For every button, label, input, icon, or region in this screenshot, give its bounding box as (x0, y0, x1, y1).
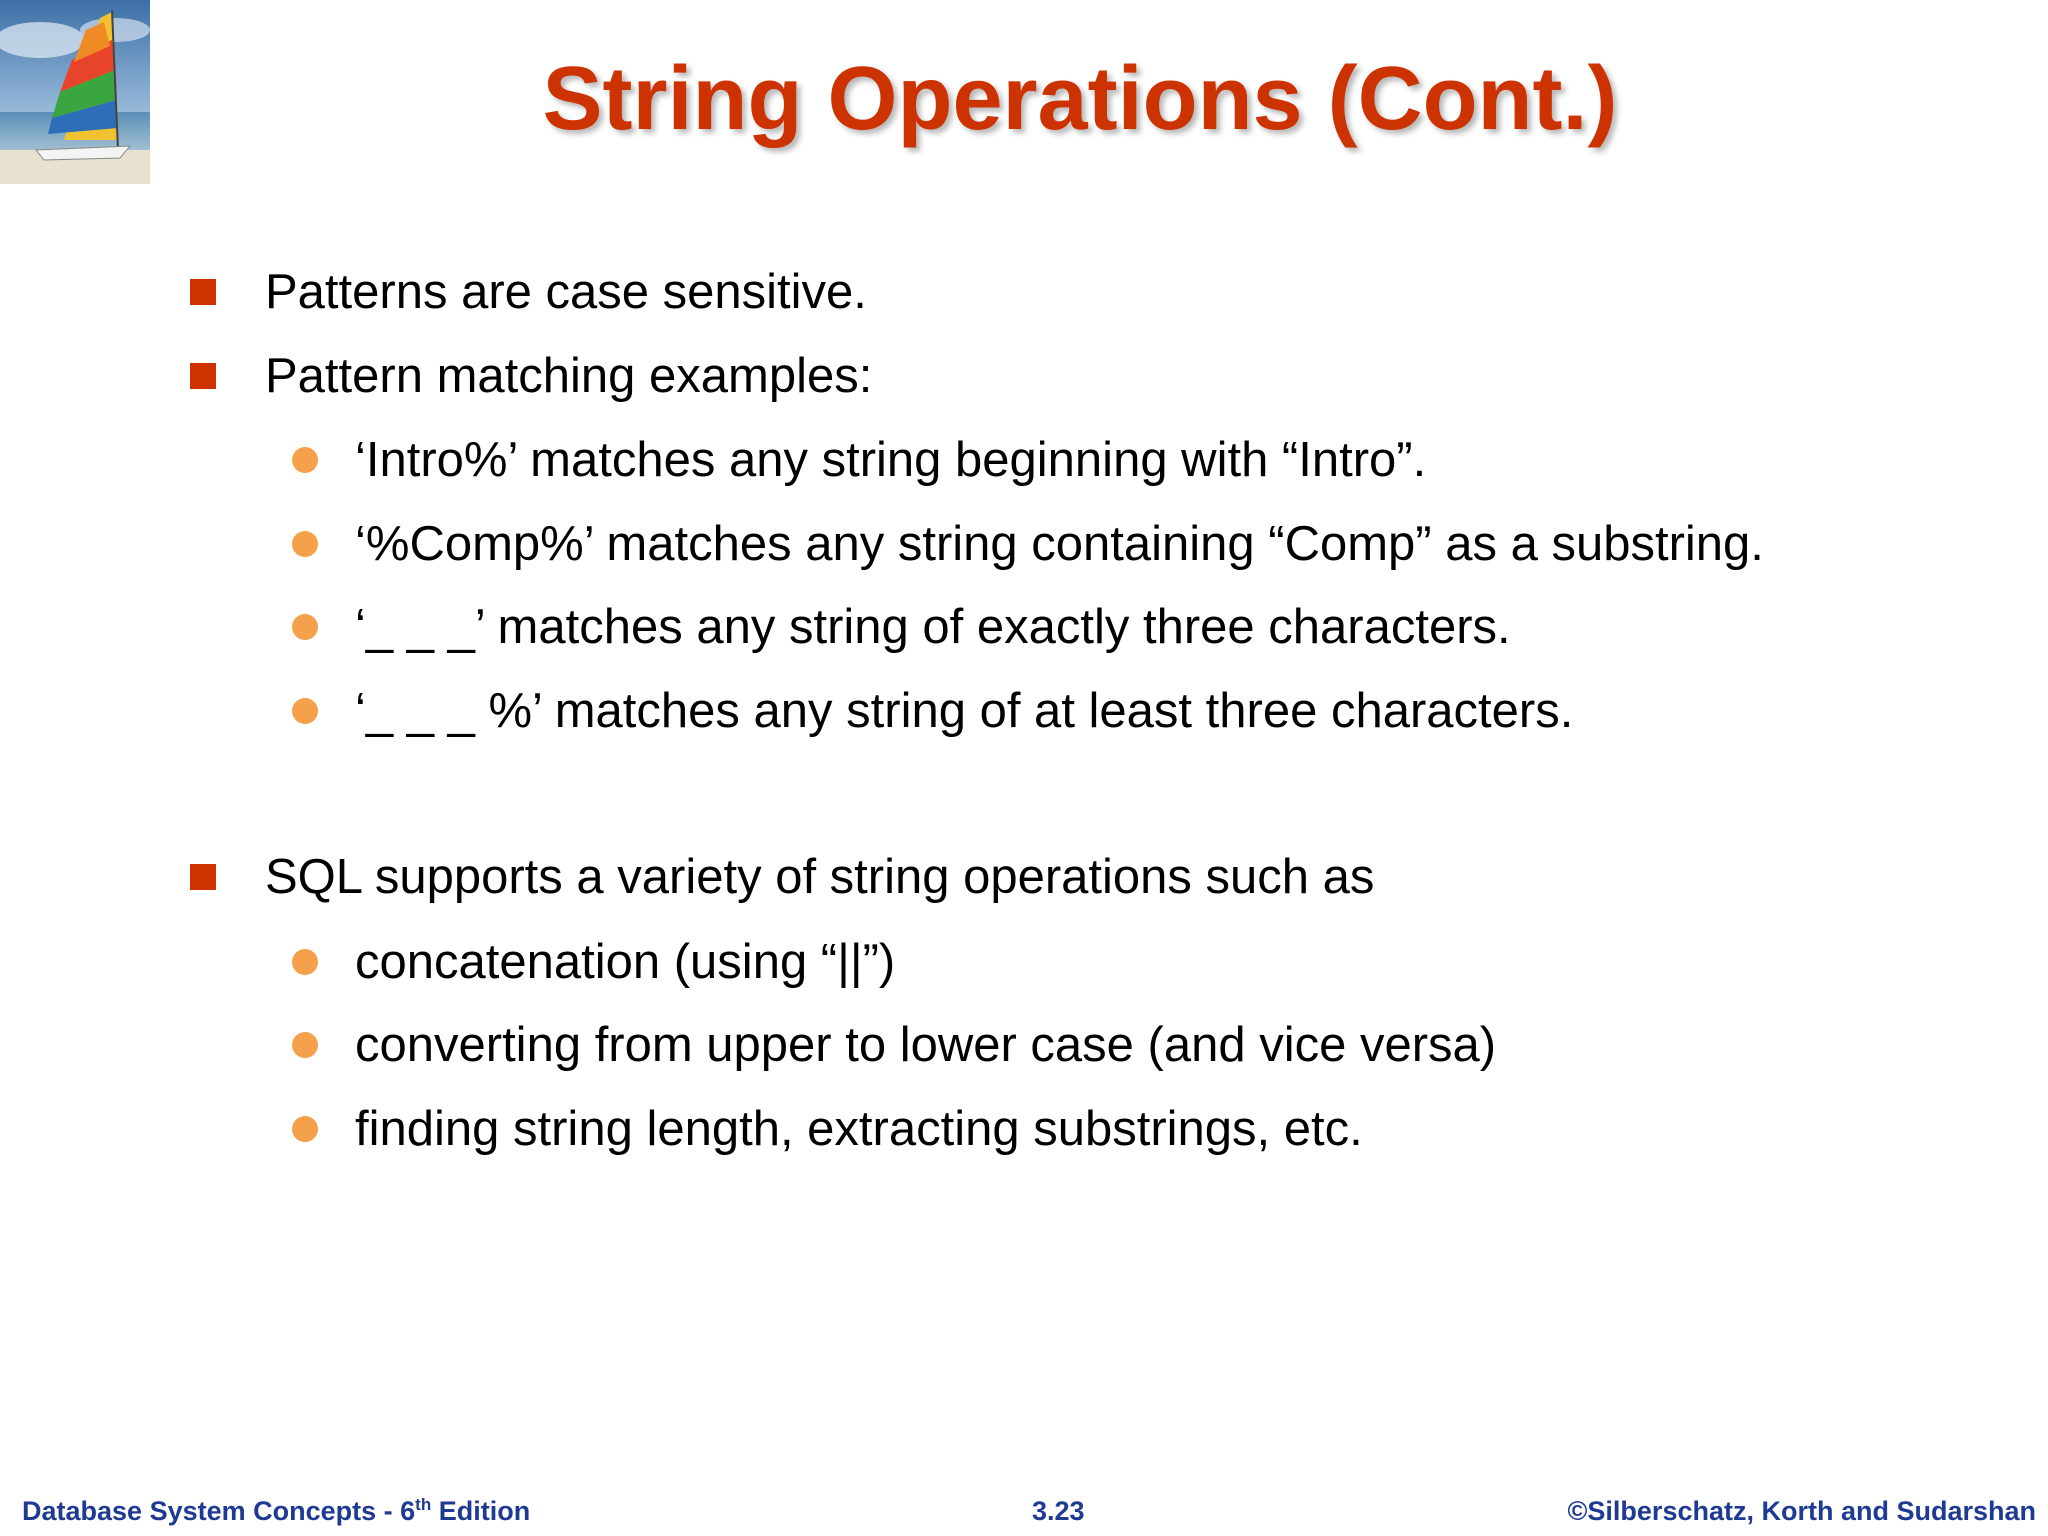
bullet-text: Pattern matching examples: (265, 349, 873, 403)
round-bullet-icon (292, 1032, 318, 1058)
square-bullet-icon (190, 363, 216, 389)
bullet-text: concatenation (using “||”) (355, 935, 896, 989)
round-bullet-icon (292, 531, 318, 557)
square-bullet-icon (190, 864, 216, 890)
bullet-text: finding string length, extracting substrings, etc. (355, 1102, 1363, 1156)
bullet-text: ‘%Comp%’ matches any string containing “Comp” as a substring. (355, 517, 1764, 571)
round-bullet-icon (292, 447, 318, 473)
round-bullet-icon (292, 1116, 318, 1142)
round-bullet-icon (292, 949, 318, 975)
round-bullet-icon (292, 614, 318, 640)
footer-copyright: ©Silberschatz, Korth and Sudarshan (1567, 1496, 2036, 1526)
bullet-text: converting from upper to lower case (and vice versa) (355, 1018, 1497, 1072)
round-bullet-icon (292, 698, 318, 724)
square-bullet-icon (190, 279, 216, 305)
bullet-text: SQL supports a variety of string operations such as (265, 850, 1375, 904)
footer-book-sup: th (415, 1495, 432, 1514)
footer-book-prefix: Database System Concepts - 6 (22, 1496, 416, 1526)
slide-title: String Operations (Cont.) (542, 49, 1618, 149)
bullet-text: Patterns are case sensitive. (265, 265, 867, 319)
bullet-text: ‘_ _ _ %’ matches any string of at least three characters. (355, 684, 1574, 738)
footer-page-number: 3.23 (1032, 1496, 1085, 1526)
bullet-text: ‘_ _ _’ matches any string of exactly three characters. (355, 600, 1511, 654)
footer-book-suffix: Edition (431, 1496, 531, 1526)
footer-book-title (22, 1494, 530, 1528)
bullet-text: ‘Intro%’ matches any string beginning with “Intro”. (355, 433, 1427, 487)
